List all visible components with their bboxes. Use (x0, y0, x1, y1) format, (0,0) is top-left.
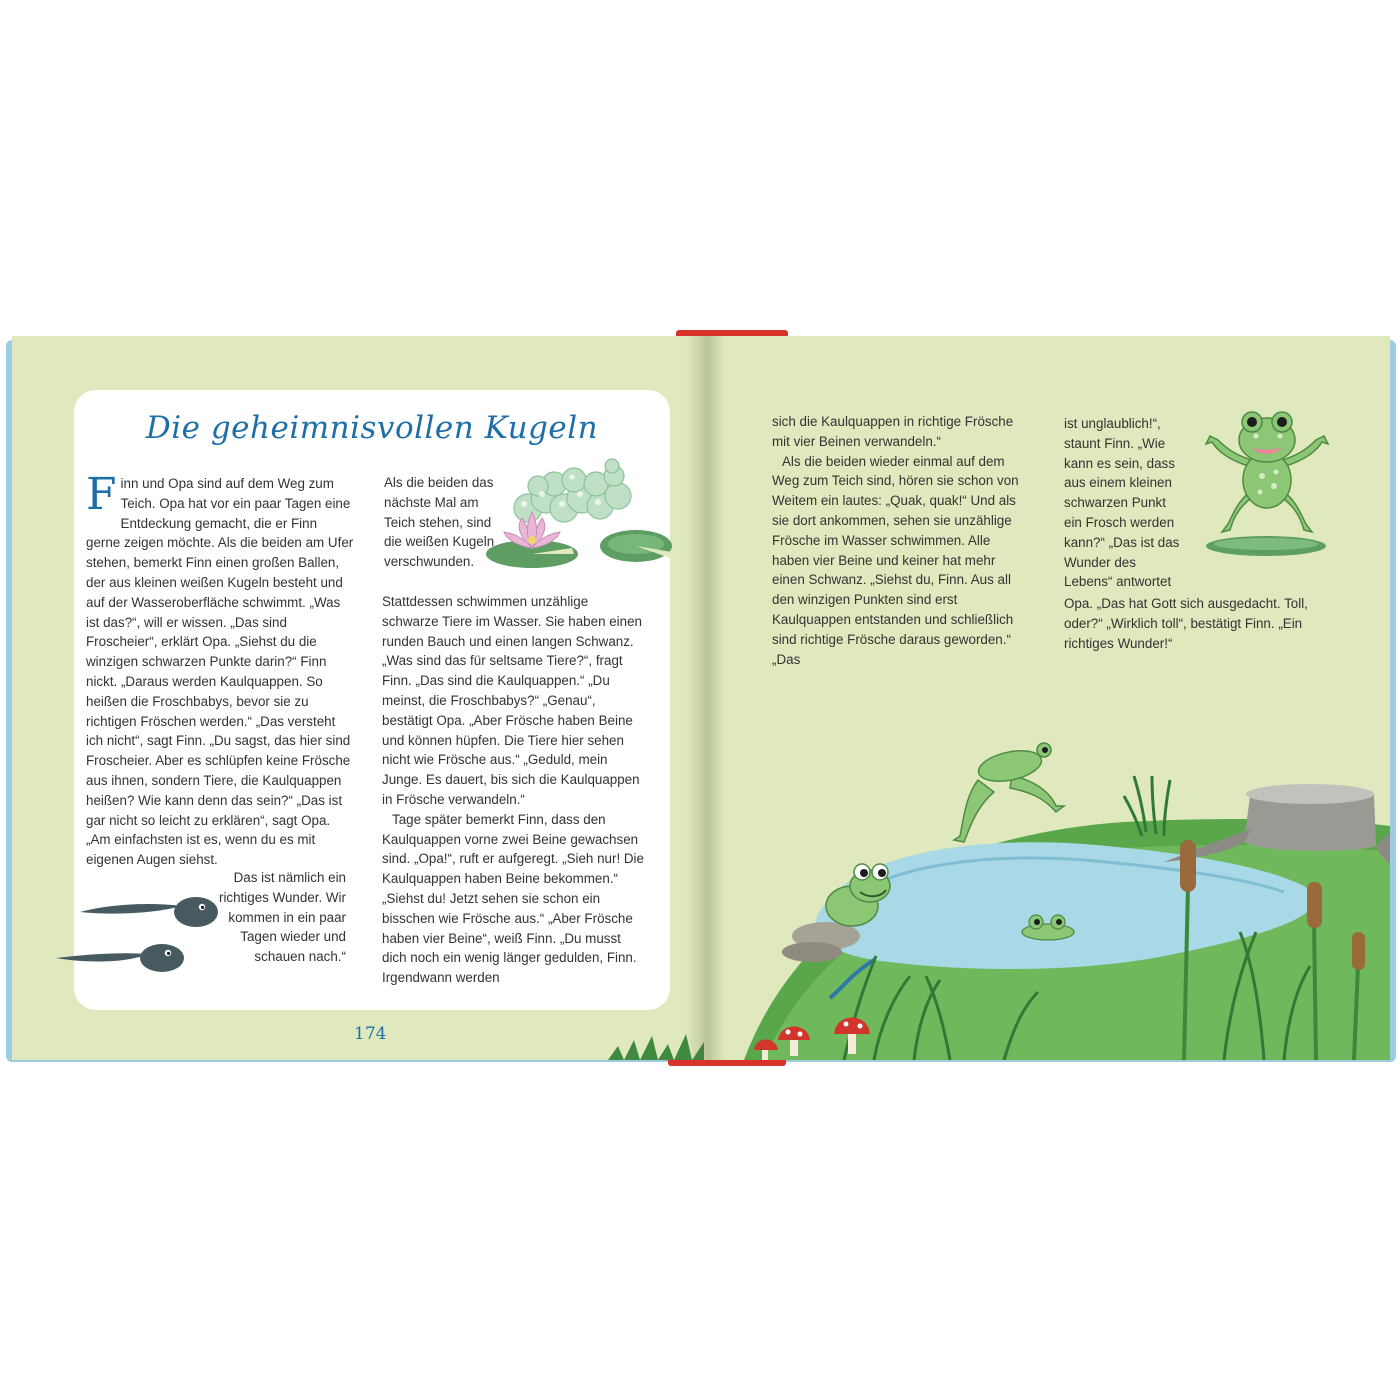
left-page-column-2 (382, 592, 644, 988)
paragraph: Das ist nämlich ein richtiges Wunder. Wir kommen in ein paar Tagen wieder und schauen nach.“ (218, 870, 346, 965)
paragraph: Tage später bemerkt Finn, dass den Kaulquappen vorne zwei Beine gewachsen sind. „Opa!“, ruft er aufgeregt. „Sieh nur! Die Kaulquappen haben Beine bekommen.“ „Siehst du! Jetzt sehen sie schon ein bisschen wie Frösche aus.“ „Aber Frösche haben vier Beine“, weiß Finn. „Du musst dich noch ein wenig länger gedulden, Finn. Irgendwann werden (382, 811, 644, 986)
right-page-column-2-end (1064, 594, 1334, 653)
paragraph: Opa. „Das hat Gott sich ausgedacht. Toll, oder?“ „Wirklich toll“, bestätigt Finn. „Ein richtiges Wunder!“ (1064, 596, 1308, 651)
paragraph: sich die Kaulquappen in richtige Frösche mit vier Beinen verwandeln.“ (772, 414, 1014, 449)
right-page (704, 336, 1390, 1060)
drop-cap: F (86, 469, 117, 520)
right-page-column-1 (772, 412, 1030, 669)
paragraph: inn und Opa sind auf dem Weg zum Teich. Opa hat vor ein paar Tagen eine Entdeckung gemacht, die er Finn gerne zeigen möchte. Als die beiden am Ufer stehen, bemerkt Finn einen großen Ballen, der aus kleinen weißen Kugeln besteht und auf der Wasseroberfläche schwimmt. „Was ist das?“, will er wissen. „Das sind Froscheier“, erklärt Opa. „Siehst du die winzigen schwarzen Punkte darin?“ Finn nickt. „Daraus werden Kaulquappen. So heißen die Froschbabys, bevor sie zu richtigen Fröschen werden.“ „Das versteht ich nicht“, sagt Finn. „Du sagst, das hier sind Froscheier. Aber es schlüpfen keine Frösche aus ihnen, sondern Tiere, die Kaulquappen heißen? Wie kann denn das sein?“ „Das ist gar nicht so leicht zu erklären“, sagt Opa. „Am einfachsten ist es, wenn du es mit eigenen Augen siehst. (86, 476, 354, 868)
water-lily-illustration (480, 504, 590, 574)
paragraph: Als die beiden das nächste Mal am Teich stehen, sind die weißen Kugeln verschwunden. (384, 475, 495, 570)
left-page (12, 336, 704, 1060)
grass-edge-left (608, 1026, 708, 1060)
lily-pad-illustration (598, 526, 678, 566)
paragraph: Als die beiden wieder einmal auf dem Weg zum Teich sind, hören sie schon von Weitem ein lautes: „Quak, quak!“ Und als sie dort ankommen, sehen sie unzählige Frösche im Wasser schwimmen. Alle haben vier Beine und keiner hat mehr einen Schwanz. „Siehst du, Finn. Aus all den winzigen Punkten sind erst Kaulquappen entstanden und schließlich sind richtige Frösche daraus geworden.“ „Das (772, 453, 1019, 667)
paragraph: ist unglaublich!“, staunt Finn. „Wie kann es sein, dass aus einem kleinen schwarzen Punkt ein Frosch werden kann?“ „Das ist das Wunder des Lebens“ antwortet (1064, 416, 1180, 590)
jumping-frog-illustration (1200, 396, 1340, 566)
page-number: 174 (354, 1024, 387, 1044)
paragraph: Stattdessen schwimmen unzählige schwarze Tiere im Wasser. Sie haben einen runden Bauch und einen langen Schwanz. „Was sind das für seltsame Tiere?“, fragt Finn. „Das sind die Kaulquappen.“ „Du meinst, die Froschbabys?“ „Genau“, bestätigt Opa. „Aber Frösche haben Beine und können hüpfen. Die Tiere hier sehen nicht wie Frösche aus.“ „Geduld, mein Junge. Es dauert, bis sich die Kaulquappen in Frösche verwandeln.“ (382, 594, 642, 807)
pond-scene-illustration (704, 736, 1390, 1060)
left-page-column-1 (86, 469, 354, 870)
right-page-column-2-top (1064, 414, 1186, 592)
open-book (6, 328, 1396, 1066)
tadpole-illustration (50, 876, 220, 986)
story-title: Die geheimnisvollen Kugeln (145, 410, 599, 446)
